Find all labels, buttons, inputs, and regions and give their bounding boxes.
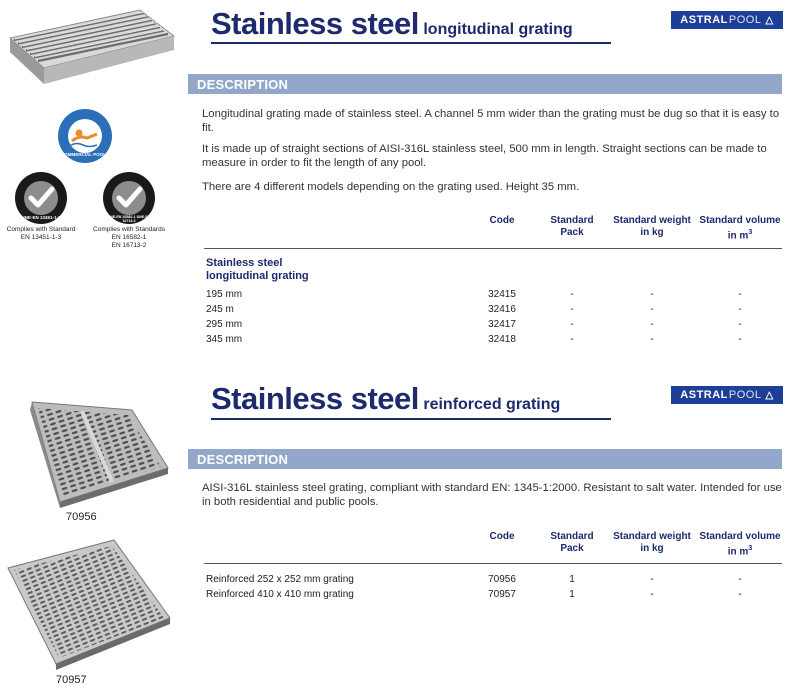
section1-header-pack: Standard Pack — [550, 215, 594, 238]
section1-title-sub: longitudinal grating — [423, 21, 573, 38]
section1-description-label: DESCRIPTION — [197, 77, 289, 92]
astralpool-logo: ASTRAL POOL △ — [671, 386, 783, 404]
section2-paragraph: AISI-316L stainless steel grating, compliant with standard EN: 1345-1:2000. Resistant to salt water. Intended for use in both residential and public pools. — [202, 482, 782, 508]
section1-paragraph-1: Longitudinal grating made of stainless steel. A channel 5 mm wider than the grating must be dug so that it is easy to fit. — [202, 108, 780, 134]
section1-title-main: Stainless steel — [211, 6, 419, 41]
une-en-16582-badge — [102, 171, 156, 225]
section1-header-volume: Standard volume in $m^3$ — [699, 215, 781, 242]
section1-table-rule — [204, 248, 782, 249]
triangle-logo-icon: △ — [765, 389, 774, 401]
triangle-logo-icon: △ — [765, 14, 774, 26]
section1-paragraph-3: There are 4 different models depending on the grating used. Height 35 mm. — [202, 181, 580, 193]
commercial-pools-badge — [57, 108, 113, 164]
section2-header-pack: Standard Pack — [550, 531, 594, 554]
image-caption-70957: 70957 — [56, 674, 87, 686]
section2-title-sub: reinforced grating — [423, 396, 561, 413]
reinforced-grating-70957-image — [4, 538, 174, 670]
section2-title-rule — [211, 418, 611, 420]
section2-description-bar — [188, 449, 782, 469]
une-en-13451-caption: Complies with Standard EN 13451-1-3 — [6, 226, 76, 241]
section2-title — [211, 381, 560, 417]
section1-paragraph-2: It is made up of straight sections of AISI-316L stainless steel, 500 mm in length. Straight sections can be made to measure in order to fit the length of any pool. — [202, 143, 767, 169]
une-en-13451-badge — [14, 171, 68, 225]
section2-description-label: DESCRIPTION — [197, 452, 289, 467]
section1-title-rule — [211, 42, 611, 44]
une-en-16582-caption: Complies with Standards EN 16582-1 EN 16713-2 — [93, 226, 165, 249]
section2-header-code: Code — [489, 531, 515, 542]
reinforced-grating-70956-image — [12, 398, 170, 508]
astralpool-logo: ASTRAL POOL △ — [671, 11, 783, 29]
section1-header-code: Code — [489, 215, 515, 226]
section1-description-bar — [188, 74, 782, 94]
une-en-16582-ring-text: UNE-EN 16582-1 UNE-EN 16713-2 — [107, 215, 151, 223]
longitudinal-grating-image — [4, 6, 176, 90]
commercial-pools-label: COMMERCIAL POOLS — [61, 152, 109, 157]
section2-header-volume: Standard volume in $m^3$ — [699, 531, 781, 558]
section1-title — [211, 6, 573, 42]
section2-header-weight: Standard weight in kg — [613, 531, 691, 554]
section2-table-rule — [204, 563, 782, 564]
une-en-13451-ring-text: UNE-EN 13451-1-3 — [21, 215, 61, 220]
section2-title-main: Stainless steel — [211, 381, 419, 416]
image-caption-70956: 70956 — [66, 511, 97, 523]
section1-header-weight: Standard weight in kg — [613, 215, 691, 238]
section1-group-label: Stainless steel longitudinal grating — [206, 257, 309, 282]
